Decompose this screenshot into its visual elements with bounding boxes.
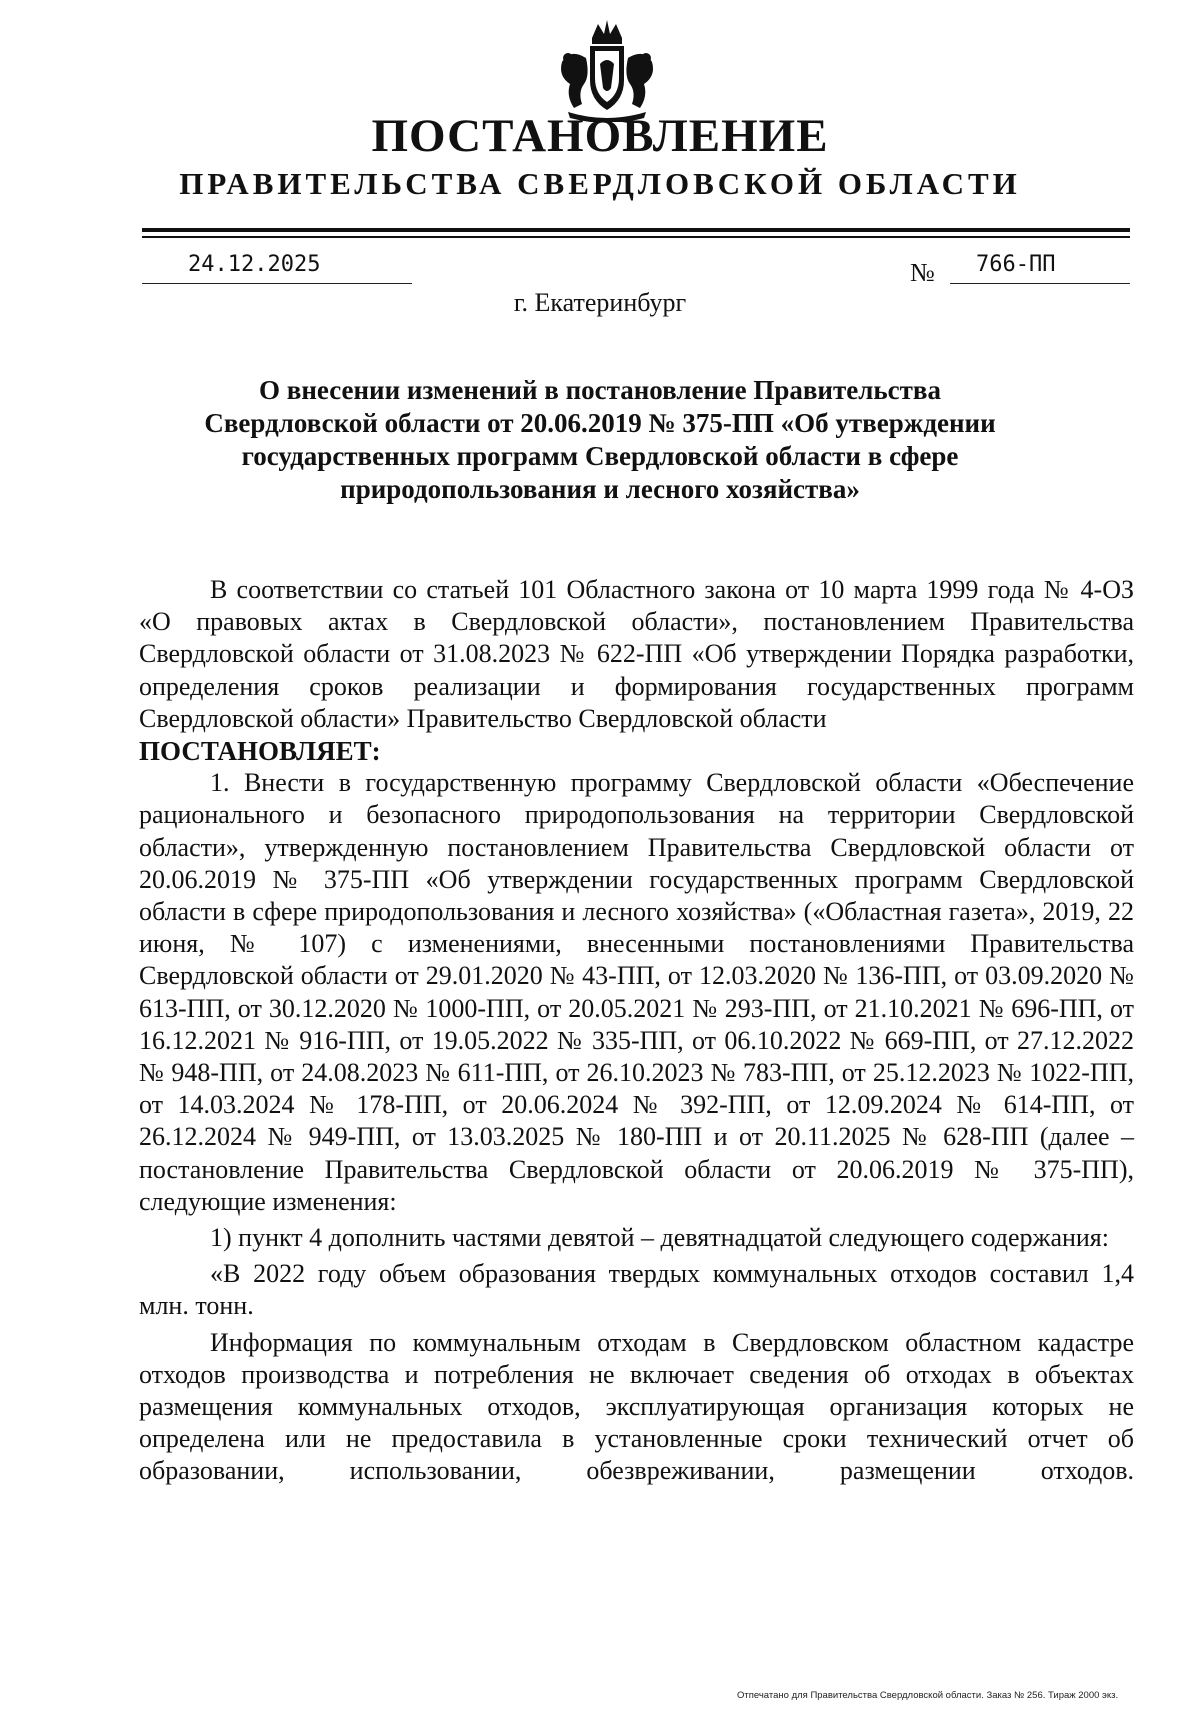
item-1-paragraph: 1. Внести в государственную программу Свердловской области «Обеспечение рационального и безопасного природопользования на территории Свердловской области», утвержденную постановлением Правительства Свердловской области от 20.06.2019 № 375-ПП «Об утверждении государственных программ Свердловской области в сфере природопользования и лесного хозяйства» («Областная газета», 2019, 22 июня, № 107) с изменениями, внесенными постановлениями Правительства Свердловской области от 29.01.2020 № 43-ПП, от 12.03.2020 № 136-ПП, от 03.09.2020 № 613-ПП, от 30.12.2020 № 1000-ПП, от 20.05.2021 № 293-ПП, от 21.10.2021 № 696-ПП, от 16.12.2021 № 916-ПП, от 19.05.2022 № 335-ПП, от 06.10.2022 № 669-ПП, от 27.12.2022 № 948-ПП, от 24.08.2023 № 611-ПП, от 26.10.2023 № 783-ПП, от 25.12.2023 № 1022-ПП, от 14.03.2024 № 178-ПП, от 20.06.2024 № 392-ПП, от 12.09.2024 № 614-ПП, от 26.12.2024 № 949-ПП, от 13.03.2025 № 180-ПП и от 20.11.2025 № 628-ПП (далее – постановление Правительства Свердловской области от 20.06.2019 № 375-ПП), следующие изменения: — [139, 768, 1134, 1216]
document-body — [139, 574, 1134, 1488]
number-sign: № — [910, 258, 935, 287]
document-subject-title — [200, 374, 1000, 506]
print-note: Отпечатано для Правительства Свердловской области. Заказ № 256. Тираж 2000 экз. — [737, 1690, 1119, 1701]
title-line: государственных программ Свердловской области в сфере — [241, 441, 959, 471]
info-paragraph: Информация по коммунальным отходам в Свердловском областном кадастре отходов производства и потребления не включает сведения об отходах в объектах размещения коммунальных отходов, эксплуатирующая организация которых не определена или не предоставила в установленные сроки технический отчет об образовании, использовании, обезвреживании, размещении отходов. — [139, 1327, 1134, 1486]
document-type-title: ПОСТАНОВЛЕНИЕ — [371, 110, 829, 162]
title-line: природопользования и лесного хозяйства» — [340, 474, 860, 504]
quote-paragraph: «В 2022 году объем образования твердых коммунальных отходов составил 1,4 млн. тонн. — [139, 1259, 1134, 1321]
header-divider-thick — [142, 228, 1130, 232]
title-line: Свердловской области от 20.06.2019 № 375-ПП «Об утверждении — [204, 408, 996, 438]
issue-city: г. Екатеринбург — [513, 288, 687, 317]
title-line: О внесении изменений в постановление Правительства — [259, 375, 941, 405]
document-date: 24.12.2025 — [142, 250, 412, 284]
issuing-authority: ПРАВИТЕЛЬСТВА СВЕРДЛОВСКОЙ ОБЛАСТИ — [179, 166, 1021, 201]
document-number: 766-ПП — [950, 250, 1130, 284]
subitem-1-paragraph: 1) пункт 4 дополнить частями девятой – девятнадцатой следующего содержания: — [210, 1223, 1109, 1253]
decree-word: ПОСТАНОВЛЯЕТ: — [139, 736, 381, 767]
header-divider-thin — [142, 236, 1130, 238]
preamble-paragraph: В соответствии со статьей 101 Областного закона от 10 марта 1999 года № 4-ОЗ «О правовых актах в Свердловской области», постановлением Правительства Свердловской области от 31.08.2023 № 622-ПП «Об утверждении Порядка разработки, определения сроков реализации и формирования государственных программ Свердловской области» Правительство Свердловской области — [139, 575, 1134, 733]
